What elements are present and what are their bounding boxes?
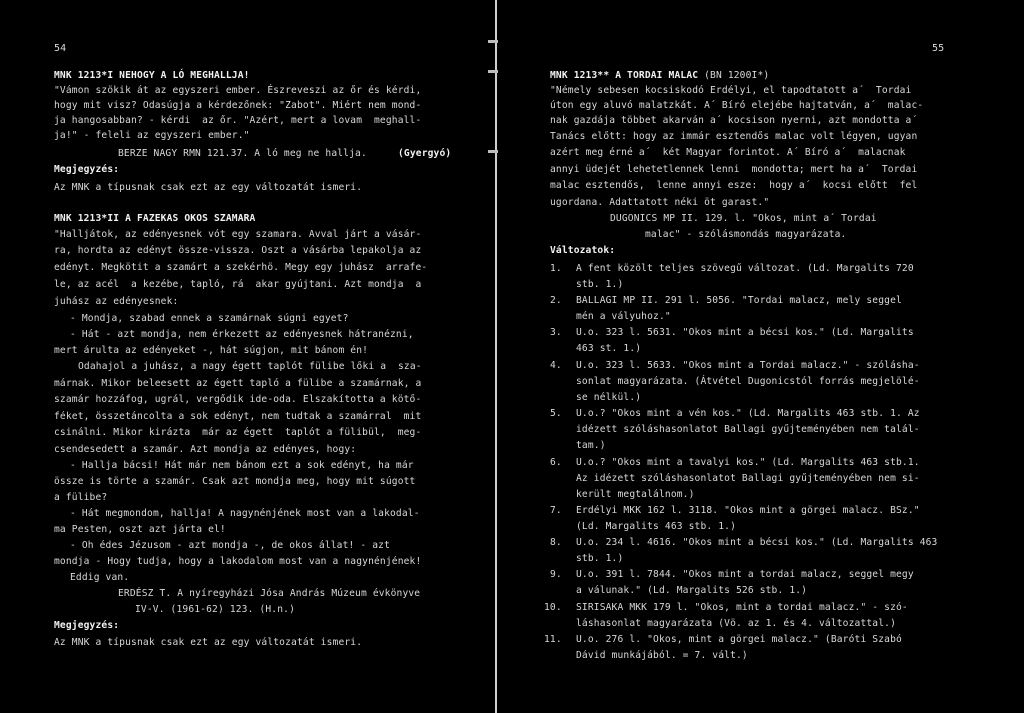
- source-region: (Gyergyó): [398, 148, 452, 159]
- text-line: össze is törte a szamár. Csak azt mondja meg, hogy mit súgott: [54, 476, 416, 487]
- entry-heading: MNK 1213*II A FAZEKAS OKOS SZAMARA: [54, 213, 256, 224]
- text-line: féket, összetáncolta a sok edényt, nem tudtak a szamárral mit: [54, 411, 422, 422]
- text-line: Odahajol a juhász, a nagy égett taplót fülibe lőki a sza-: [78, 361, 422, 372]
- text-line: annyi üdejét lehetetlennek lenni mondotta; mert ha a´ Tordai: [550, 164, 918, 175]
- variant-line: a válunak." (Ld. Margalits 526 stb. 1.): [576, 585, 808, 596]
- text-line: - Hallja bácsi! Hát már nem bánom ezt a sok edényt, ha már: [70, 460, 414, 471]
- variants-label: Változatok:: [550, 245, 616, 256]
- text-line: ugordana. Adattatott néki öt garast.": [550, 197, 770, 208]
- note-label: Megjegyzés:: [54, 620, 120, 631]
- text-line: ra, hordta az edényt össze-vissza. Oszt a vásárba lepakolja az: [54, 245, 422, 256]
- text-line: ma Pesten, oszt azt járta el!: [54, 524, 226, 535]
- variant-line: került megtalálnom.): [576, 489, 695, 500]
- variant-number: 6.: [550, 457, 562, 468]
- variant-line: BALLAGI MP II. 291 l. 5056. "Tordai malacz, mely seggel: [576, 295, 902, 306]
- left-page: [0, 0, 496, 713]
- text-line: "Némely sebesen kocsiskodó Erdélyi, el tapodtatott a´ Tordai: [550, 85, 912, 96]
- variant-line: A fent közölt teljes szövegű változat. (Ld. Margalits 720: [576, 263, 914, 274]
- source-line: IV-V. (1961-62) 123. (H.n.): [135, 604, 295, 615]
- text-line: - Hát megmondom, hallja! A nagynénjének most van a lakodal-: [70, 508, 420, 519]
- heading-code: MNK 1213**: [550, 70, 610, 81]
- variant-line: mén a vályuhoz.": [576, 311, 671, 322]
- variant-line: (Ld. Margalits 463 stb. 1.): [576, 521, 736, 532]
- variant-line: Dávid munkájából. = 7. vált.): [576, 650, 748, 661]
- heading-ref: (BN 1200I*): [704, 70, 770, 81]
- variant-line: sonlat magyarázata. (Átvétel Dugonicstól forrás megjelölé-: [576, 376, 920, 387]
- source-line: ERDÉSZ T. A nyíregyházi Jósa András Múzeum évkönyve: [118, 588, 421, 599]
- variant-line: Az idézett szóláshasonlatot Ballagi gyűjteményében nem si-: [576, 473, 920, 484]
- note-label: Megjegyzés:: [54, 164, 120, 175]
- page-number: 54: [54, 43, 67, 54]
- source-line: malac" - szólásmondás magyarázata.: [645, 229, 847, 240]
- text-line: hogy mit visz? Odasúgja a kérdezőnek: "Zabot". Miért nem mond-: [54, 100, 422, 111]
- variant-line: se nélkül.): [576, 392, 642, 403]
- page-number: 55: [932, 43, 945, 54]
- text-line: mert árulta az edényeket -, hát súgjon, mit bánom én!: [54, 345, 369, 356]
- variant-number: 9.: [550, 569, 562, 580]
- variant-line: U.o. 234 l. 4616. "Okos mint a bécsi kos." (Ld. Margalits 463: [576, 537, 938, 548]
- variant-number: 7.: [550, 505, 562, 516]
- text-line: úton egy aluvó malatzkát. A´ Bíró elejébe hajtatván, a´ malac-: [550, 100, 924, 111]
- variant-line: U.o. 391 l. 7844. "Okos mint a tordai malacz, seggel megy: [576, 569, 914, 580]
- variant-number: 4.: [550, 360, 562, 371]
- variant-line: láshasonlat magyarázata (Vö. az 1. és 4. változattal.): [576, 618, 896, 629]
- variant-number: 5.: [550, 408, 562, 419]
- text-line: - Mondja, szabad ennek a szamárnak súgni egyet?: [70, 313, 349, 324]
- variant-number: 11.: [544, 634, 562, 645]
- entry-heading: MNK 1213*I NEHOGY A LÓ MEGHALLJA!: [54, 70, 250, 81]
- variant-line: Erdélyi MKK 162 l. 3118. "Okos mint a görgei malacz. BSz.": [576, 505, 920, 516]
- text-line: "Vámon szökik át az egyszeri ember. Észreveszi az őr és kérdi,: [54, 85, 422, 96]
- text-line: szamár hozzáfog, ugrál, vergődik ide-oda. Elszakította a kötő-: [54, 394, 422, 405]
- text-line: csendesedett a szamár. Azt mondja az edényes, hogy:: [54, 444, 357, 455]
- source-line: DUGONICS MP II. 129. l. "Okos, mint a´ Tordai: [610, 213, 877, 224]
- text-line: nak gazdája többet akarván a´ kocsison nyerni, azt mondotta a´: [550, 115, 918, 126]
- text-line: mondja - Hogy tudja, hogy a lakodalom most van a nagynénjének!: [54, 556, 422, 567]
- heading-title: A TORDAI MALAC: [615, 70, 699, 81]
- text-line: csinálni. Mikor kirázta már az égett taplót a fülibül, meg-: [54, 427, 422, 438]
- right-page: [500, 0, 1024, 713]
- variant-line: tam.): [576, 440, 606, 451]
- text-line: - Oh édes Jézusom - azt mondja -, de okos állat! - azt: [70, 540, 390, 551]
- variant-line: stb. 1.): [576, 279, 624, 290]
- variant-number: 10.: [544, 602, 562, 613]
- text-line: - Hát - azt mondja, nem érkezett az edényesnek hátranézni,: [70, 329, 414, 340]
- text-line: márnak. Mikor beleesett az égett tapló a fülibe a szamárnak, a: [54, 378, 422, 389]
- variant-line: SIRISAKA MKK 179 l. "Okos, mint a tordai malacz." - szó-: [576, 602, 908, 613]
- variant-line: 463 st. 1.): [576, 343, 642, 354]
- variant-line: stb. 1.): [576, 553, 624, 564]
- variant-number: 8.: [550, 537, 562, 548]
- text-line: "Halljátok, az edényesnek vót egy szamara. Avval járt a vásár-: [54, 229, 422, 240]
- text-line: juhász az edényesnek:: [54, 296, 179, 307]
- note-text: Az MNK a típusnak csak ezt az egy változatát ismeri.: [54, 637, 363, 648]
- variant-line: idézett szóláshasonlatot Ballagi gyűjteményében nem talál-: [576, 424, 920, 435]
- text-line: le, az acél a kezébe, tapló, rá akar gyújtani. Azt mondja a: [54, 279, 422, 290]
- variant-line: U.o. 276 l. "Okos, mint a görgei malacz." (Baróti Szabó: [576, 634, 902, 645]
- variant-number: 1.: [550, 263, 562, 274]
- entry-heading: [550, 70, 769, 82]
- text-line: edényt. Megkötit a szamárt a szekérhö. Megy egy juhász arrafe-: [54, 262, 428, 273]
- source-line: BERZE NAGY RMN 121.37. A ló meg ne hallja.: [118, 148, 367, 159]
- note-text: Az MNK a típusnak csak ezt az egy változatát ismeri.: [54, 182, 363, 193]
- variant-line: U.o.? "Okos mint a vén kos." (Ld. Margalits 463 stb. 1. Az: [576, 408, 920, 419]
- text-line: azért meg érné a´ két Magyar forintot. A´ Bíró a´ malacnak: [550, 147, 906, 158]
- text-line: malac esztendős, lenne annyi esze: hogy a´ kocsi előtt fel: [550, 180, 918, 191]
- variant-line: U.o. 323 l. 5633. "Okos mint a Tordai malacz." - szólásha-: [576, 360, 920, 371]
- variant-number: 3.: [550, 327, 562, 338]
- text-line: a fülibe?: [54, 492, 108, 503]
- text-line: Tanács előtt: hogy az immár esztendős malac volt légyen, ugyan: [550, 131, 918, 142]
- text-line: ja!" - feleli az egyszeri ember.": [54, 130, 250, 141]
- variant-number: 2.: [550, 295, 562, 306]
- variant-line: U.o.? "Okos mint a tavalyi kos." (Ld. Margalits 463 stb.1.: [576, 457, 920, 468]
- variant-line: U.o. 323 l. 5631. "Okos mint a bécsi kos." (Ld. Margalits: [576, 327, 914, 338]
- text-line: ja hangosabban? - kérdi az őr. "Azért, mert a lovam meghall-: [54, 115, 422, 126]
- text-line: Eddig van.: [70, 572, 130, 583]
